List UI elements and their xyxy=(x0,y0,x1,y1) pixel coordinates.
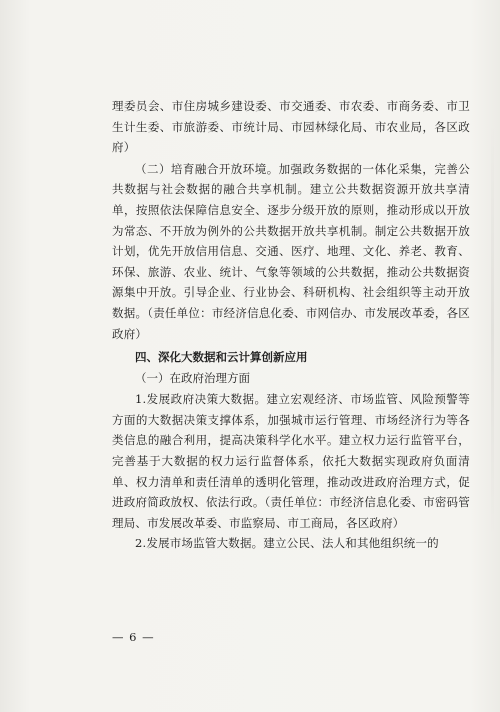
section-heading-4: 四、深化大数据和云计算创新应用 xyxy=(135,350,308,365)
paragraph-continuation: 理委员会、市住房城乡建设委、市交通委、市农委、市商务委、市卫生计生委、市旅游委、市统计局、市园林绿化局、市农业局，各区政府） xyxy=(112,99,470,155)
page-number: — 6 — xyxy=(112,630,155,644)
paragraph-open-environment: （二）培育融合开放环境。加强政务数据的一体化采集，完善公共数据与社会数据的融合共享机制。建立公共数据资源开放共享清单，按照依法保障信息安全、逐步分级开放的原则，推动形成以开放为常态、不开放为例外的公共数据开放共享机制。制定公共数据开放计划，优先开放信用信息、交通、医疗、地理、文化、养老、教育、环保、旅游、农业、统计、气象等领域的公共数据，推动公共数据资源集中开放。引导企业、行业协会、科研机构、社会组织等主动开放数据。（责任单位：市经济信息化委、市网信办、市发展改革委，各区政府） xyxy=(112,161,470,341)
paragraph-decision-bigdata: 1.发展政府决策大数据。建立宏观经济、市场监管、风险预警等方面的大数据决策支撑体系，加强城市运行管理、市场经济行为等各类信息的融合利用，提高决策科学化水平。建立权力运行监管平台，完善基于大数据的权力运行监督体系，依托大数据实现政府负面清单、权力清单和责任清单的透明化管理，推动改进政府治理方式，促进政府简政放权、依法行政。（责任单位：市经济信息化委、市密码管理局、市发展改革委、市监察局、市工商局，各区政府） xyxy=(112,392,470,530)
paragraph-market-supervision: 2.发展市场监管大数据。建立公民、法人和其他组织统一的 xyxy=(135,536,439,551)
subsection-heading-government: （一）在政府治理方面 xyxy=(135,371,250,386)
scan-shadow xyxy=(491,120,494,540)
body-text xyxy=(112,96,470,554)
